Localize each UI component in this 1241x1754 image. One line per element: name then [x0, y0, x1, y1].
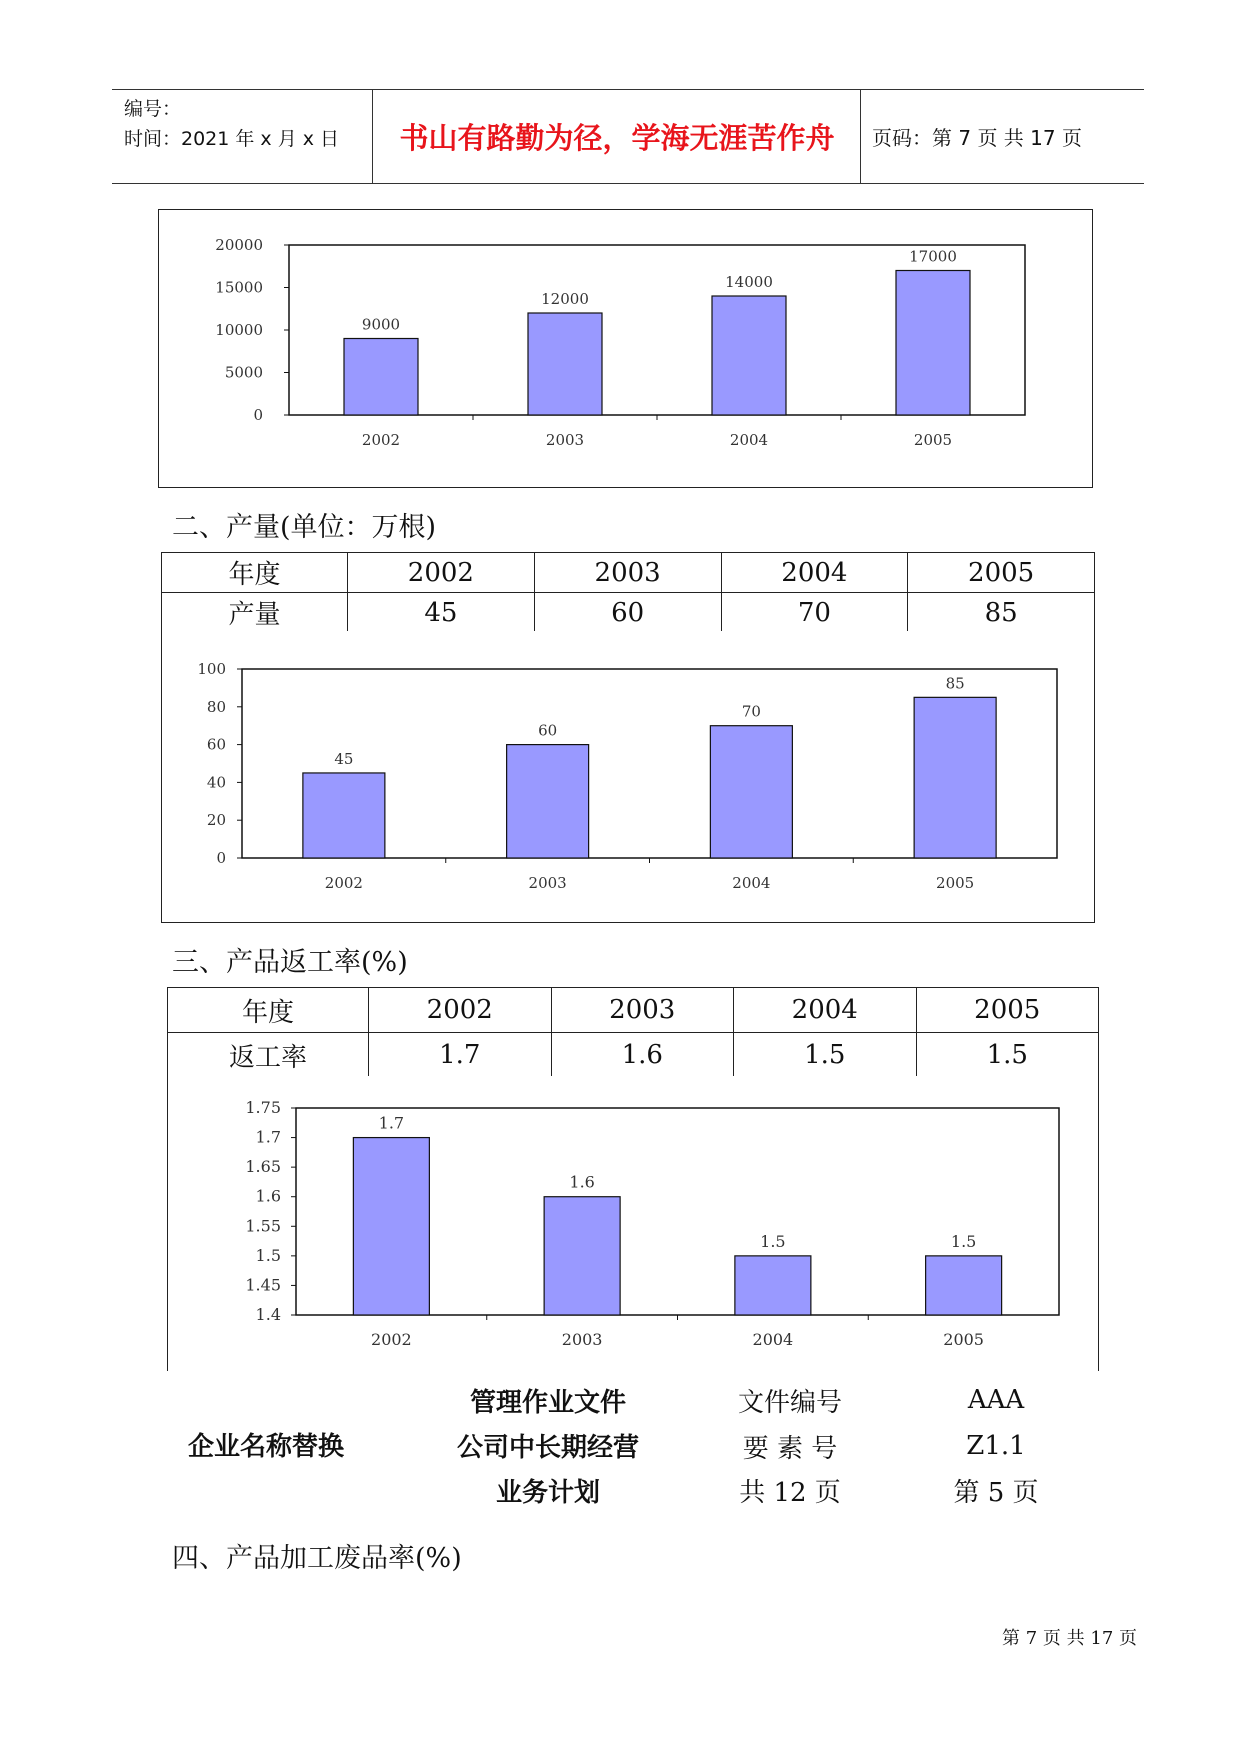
data-label: 1.7	[378, 1113, 405, 1133]
x-tick-label: 2004	[729, 431, 769, 449]
y-tick-label: 1.55	[245, 1216, 281, 1236]
x-tick-label: 2004	[752, 1330, 794, 1349]
y-tick-label: 60	[206, 735, 226, 754]
table-cell: 2005	[916, 988, 1099, 1033]
x-tick-label: 2003	[528, 874, 567, 892]
table-cell: 年度	[162, 553, 348, 593]
data-label: 60	[538, 721, 558, 740]
bar	[544, 1197, 620, 1315]
rework-table	[167, 987, 1099, 1078]
x-tick-label: 2002	[324, 874, 363, 892]
y-tick-label: 20000	[215, 236, 263, 254]
bar	[896, 271, 970, 416]
doc-title-line2: 业务计划	[495, 1478, 600, 1508]
y-tick-label: 10000	[215, 321, 263, 339]
chart-sales	[158, 209, 1093, 488]
element-label: 要 素 号	[703, 1426, 877, 1466]
data-label: 12000	[541, 290, 589, 308]
table-cell: 2005	[908, 553, 1095, 593]
y-tick-label: 1.45	[245, 1275, 281, 1295]
x-tick-label: 2003	[545, 431, 585, 449]
bar	[528, 313, 602, 415]
data-label: 1.6	[569, 1172, 595, 1192]
bar	[353, 1138, 429, 1315]
doc-title	[398, 1426, 698, 1510]
bar	[914, 697, 996, 858]
doc-no-label: 文件编号	[703, 1379, 877, 1421]
x-tick-label: 2005	[943, 1330, 984, 1349]
doc-type: 管理作业文件	[398, 1379, 698, 1421]
table-cell: 2003	[534, 553, 721, 593]
x-tick-label: 2002	[371, 1330, 412, 1349]
total-pages: 共 12 页	[703, 1471, 877, 1510]
header-divider	[372, 90, 373, 183]
doc-date: 时间：2021 年 x 月 x 日	[124, 128, 340, 150]
data-label: 1.5	[950, 1231, 977, 1251]
doc-number-label: 编号：	[124, 98, 182, 120]
table-cell: 60	[534, 593, 721, 633]
section-title-scrap: 四、产品加工废品率(%)	[172, 1543, 462, 1574]
table-cell: 70	[721, 593, 908, 633]
table-cell: 85	[908, 593, 1095, 633]
output-table	[161, 552, 1095, 633]
page-footer: 第 7 页 共 17 页	[1002, 1628, 1137, 1649]
table-cell: 2003	[551, 988, 734, 1033]
x-tick-label: 2005	[913, 431, 953, 449]
x-tick-label: 2002	[361, 431, 401, 449]
bar	[712, 296, 786, 415]
y-tick-label: 1.5	[255, 1245, 281, 1265]
chart-output-svg	[162, 631, 1094, 922]
header-meta	[124, 94, 339, 154]
header-page-code: 页码：第 7 页 共 17 页	[872, 126, 1082, 150]
y-tick-label: 80	[206, 697, 226, 716]
doc-no: AAA	[883, 1379, 1109, 1421]
y-tick-label: 1.4	[255, 1305, 281, 1324]
section-title-rework: 三、产品返工率(%)	[172, 947, 408, 978]
company-name: 企业名称替换	[139, 1379, 393, 1510]
y-tick-label: 15000	[215, 278, 263, 297]
y-tick-label: 20	[206, 811, 226, 830]
bar	[344, 339, 418, 416]
table-cell: 2002	[369, 988, 552, 1033]
chart-rework	[167, 1076, 1099, 1372]
chart-output	[161, 631, 1095, 923]
page-header	[112, 89, 1144, 184]
x-tick-label: 2003	[561, 1330, 603, 1349]
table-cell: 年度	[168, 988, 369, 1033]
table-cell: 1.5	[734, 1033, 917, 1078]
header-motto: 书山有路勤为径，学海无涯苦作舟	[399, 121, 835, 155]
table-cell: 2004	[721, 553, 908, 593]
y-tick-label: 40	[206, 773, 226, 792]
data-label: 17000	[909, 247, 957, 266]
data-label: 14000	[725, 273, 773, 291]
bar	[926, 1256, 1002, 1315]
header-divider	[860, 90, 861, 183]
table-cell: 1.6	[551, 1033, 734, 1078]
y-tick-label: 100	[197, 660, 226, 678]
chart-sales-svg	[159, 210, 1092, 487]
bar	[710, 726, 792, 858]
doc-title-line1: 公司中长期经营	[456, 1433, 639, 1463]
bar	[735, 1256, 811, 1315]
table-cell: 产量	[162, 593, 348, 633]
y-tick-label: 1.7	[255, 1127, 281, 1147]
chart-rework-svg	[168, 1076, 1098, 1372]
x-tick-label: 2004	[732, 874, 771, 892]
bar	[507, 745, 589, 858]
section-title-output: 二、产量(单位：万根)	[172, 512, 437, 543]
data-label: 45	[334, 749, 354, 768]
y-tick-label: 1.6	[255, 1186, 281, 1206]
data-label: 85	[945, 674, 965, 693]
table-cell: 返工率	[168, 1033, 369, 1078]
element-no: Z1.1	[883, 1426, 1109, 1466]
y-tick-label: 0	[216, 849, 226, 867]
data-label: 70	[741, 702, 761, 721]
y-tick-label: 0	[253, 406, 263, 424]
page-number: 第 5 页	[883, 1471, 1109, 1510]
table-cell: 1.7	[369, 1033, 552, 1078]
data-label: 9000	[361, 315, 401, 334]
y-tick-label: 1.65	[245, 1157, 281, 1177]
document-info-stamp	[131, 1371, 1117, 1518]
data-label: 1.5	[760, 1231, 786, 1251]
x-tick-label: 2005	[936, 874, 975, 892]
y-tick-label: 1.75	[245, 1098, 281, 1117]
table-cell: 2002	[348, 553, 535, 593]
table-cell: 2004	[734, 988, 917, 1033]
table-cell: 45	[348, 593, 535, 633]
bar	[303, 773, 385, 858]
table-cell: 1.5	[916, 1033, 1099, 1078]
y-tick-label: 5000	[224, 363, 263, 382]
